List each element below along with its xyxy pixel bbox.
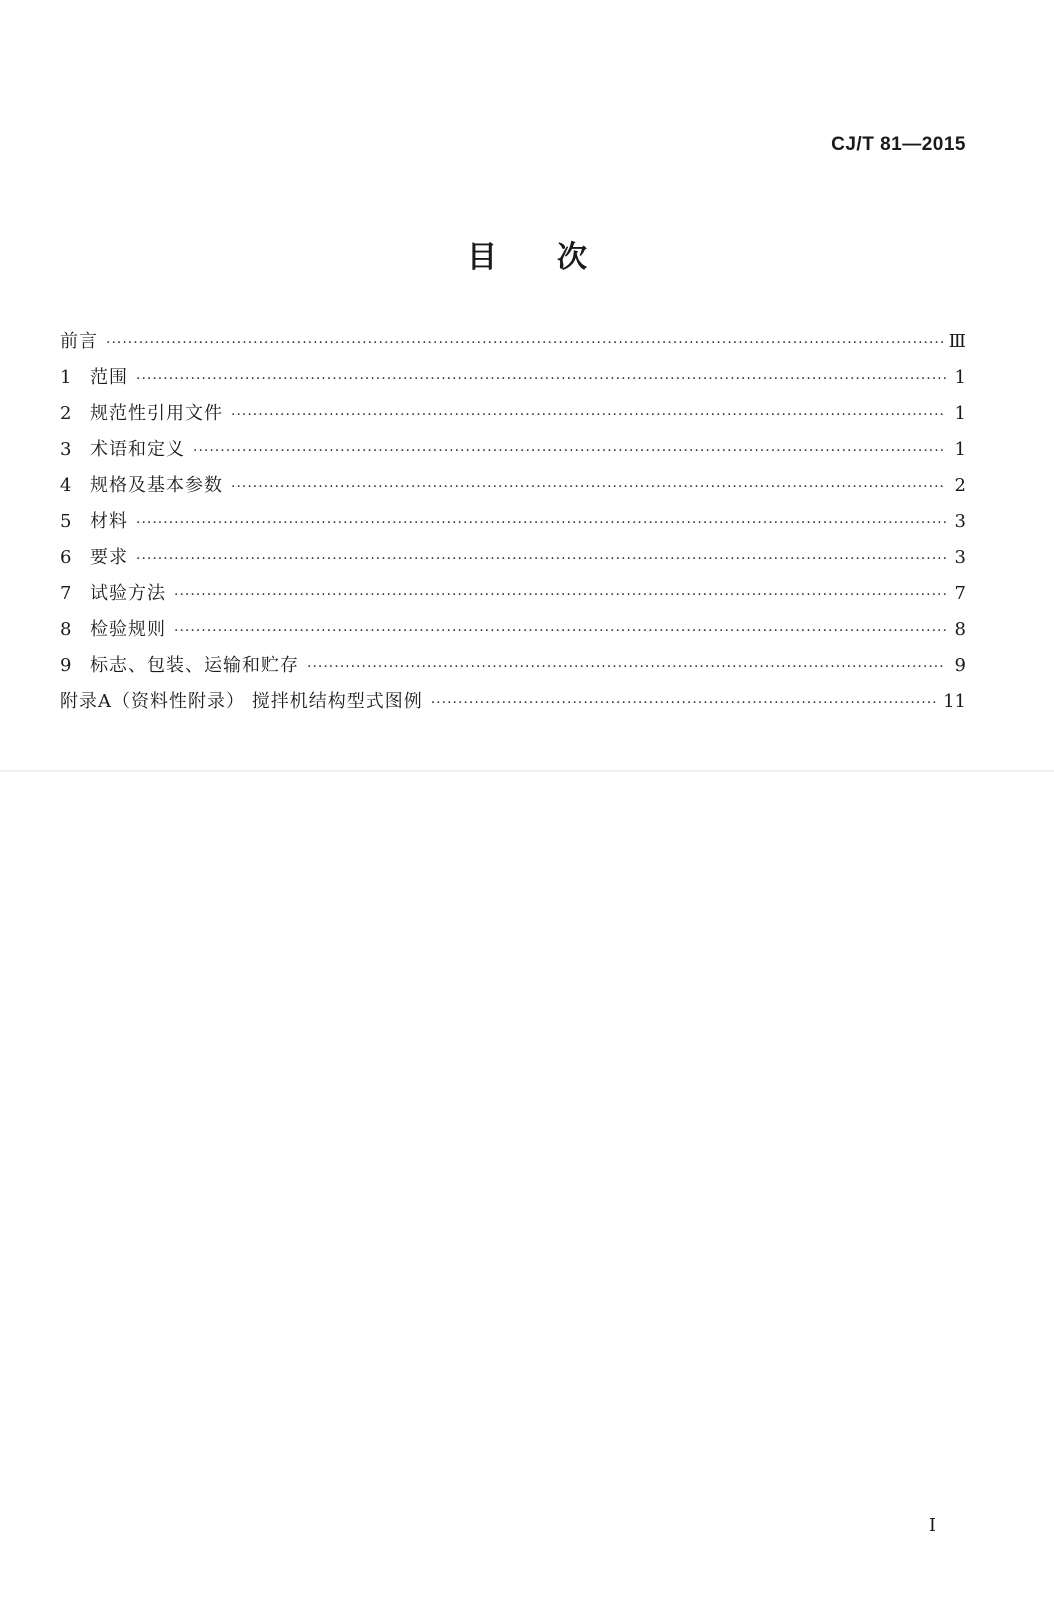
toc-dot-leader — [136, 371, 946, 387]
toc-entry-page: 9 — [954, 655, 966, 676]
page-number: I — [928, 1515, 936, 1536]
table-of-contents — [60, 327, 966, 723]
toc-entry-4[interactable] — [60, 471, 966, 507]
toc-entry-label: 试验方法 — [90, 583, 166, 604]
toc-entry-page: 1 — [954, 367, 966, 388]
toc-entry-page: 7 — [954, 583, 966, 604]
toc-entry-8[interactable] — [60, 615, 966, 651]
toc-entry-number: 2 — [60, 403, 72, 424]
toc-entry-label: 标志、包装、运输和贮存 — [90, 655, 299, 676]
toc-entry-label: 要求 — [90, 547, 128, 568]
toc-dot-leader — [231, 407, 946, 423]
toc-entry-9[interactable] — [60, 651, 966, 687]
toc-entry-5[interactable] — [60, 507, 966, 543]
toc-entry-page: 11 — [943, 691, 966, 712]
toc-dot-leader — [106, 335, 943, 351]
toc-entry-label: 规格及基本参数 — [90, 475, 223, 496]
toc-entry-page: 2 — [954, 475, 966, 496]
toc-dot-leader — [136, 551, 946, 567]
toc-entry-page: 3 — [954, 547, 966, 568]
toc-dot-leader — [431, 695, 937, 711]
toc-entry-number: 3 — [60, 439, 72, 460]
toc-entry-number: 1 — [60, 367, 72, 388]
toc-entry-label: 前言 — [60, 331, 98, 352]
toc-entry-number: 5 — [60, 511, 72, 532]
toc-entry-label: 检验规则 — [90, 619, 166, 640]
toc-entry-number: 8 — [60, 619, 72, 640]
toc-entry-label: 材料 — [90, 511, 128, 532]
toc-entry-7[interactable] — [60, 579, 966, 615]
toc-dot-leader — [307, 659, 946, 675]
toc-entry-appendix-a[interactable] — [60, 687, 966, 723]
toc-entry-1[interactable] — [60, 363, 966, 399]
toc-entry-label: 规范性引用文件 — [90, 403, 223, 424]
standard-code: CJ/T 81—2015 — [831, 134, 966, 155]
toc-dot-leader — [231, 479, 946, 495]
toc-entry-page: 3 — [954, 511, 966, 532]
toc-entry-3[interactable] — [60, 435, 966, 471]
toc-entry-label: 范围 — [90, 367, 128, 388]
toc-entry-label: 附录A（资料性附录） 搅拌机结构型式图例 — [60, 691, 423, 712]
toc-dot-leader — [136, 515, 946, 531]
toc-dot-leader — [174, 623, 946, 639]
toc-entry-foreword[interactable] — [60, 327, 966, 363]
toc-dot-leader — [174, 587, 946, 603]
page-title: 目次 — [467, 240, 647, 275]
toc-entry-number: 7 — [60, 583, 72, 604]
toc-dot-leader — [193, 443, 946, 459]
toc-entry-page: Ⅲ — [948, 331, 966, 352]
scan-fold-line — [0, 770, 1054, 772]
toc-entry-label: 术语和定义 — [90, 439, 185, 460]
toc-entry-number: 9 — [60, 655, 72, 676]
toc-entry-6[interactable] — [60, 543, 966, 579]
toc-entry-number: 4 — [60, 475, 72, 496]
toc-entry-2[interactable] — [60, 399, 966, 435]
toc-entry-page: 8 — [954, 619, 966, 640]
toc-entry-number: 6 — [60, 547, 72, 568]
toc-entry-page: 1 — [954, 439, 966, 460]
toc-entry-page: 1 — [954, 403, 966, 424]
